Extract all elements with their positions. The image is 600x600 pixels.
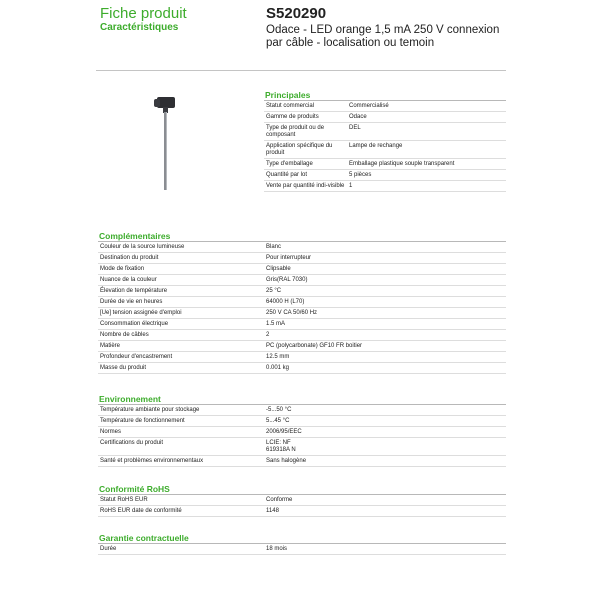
table-row	[98, 456, 506, 467]
section-title: Garantie contractuelle	[98, 533, 506, 544]
row-label: Température de fonctionnement	[100, 418, 185, 424]
row-value: Gris(RAL 7030)	[266, 277, 308, 283]
row-value: DEL	[349, 125, 361, 131]
section-title: Conformité RoHS	[98, 484, 506, 495]
row-label: Destination du produit	[100, 255, 159, 261]
section-title: Principales	[264, 90, 506, 101]
table-row	[98, 286, 506, 297]
table-row	[98, 506, 506, 517]
section-complementaires	[98, 231, 506, 374]
row-label: RoHS EUR date de conformité	[100, 508, 182, 514]
table-row	[98, 297, 506, 308]
table-row	[98, 253, 506, 264]
table-row	[98, 330, 506, 341]
table-row	[264, 181, 506, 192]
product-reference: S520290	[266, 5, 327, 22]
row-value: Lampe de rechange	[349, 143, 403, 149]
table-row	[98, 308, 506, 319]
table-row	[98, 264, 506, 275]
row-value: 12.5 mm	[266, 354, 290, 360]
table-row	[98, 275, 506, 286]
table-row	[98, 319, 506, 330]
row-label: Température ambiante pour stockage	[100, 407, 200, 413]
row-value: Pour interrupteur	[266, 255, 312, 261]
section-environnement	[98, 394, 506, 467]
row-label: Nuance de la couleur	[100, 277, 157, 283]
row-value: 0.001 kg	[266, 365, 290, 371]
row-label: Application spécifique du produit	[266, 143, 333, 156]
section-principales	[264, 90, 506, 192]
table-row	[98, 405, 506, 416]
table-row	[98, 438, 506, 456]
table-row	[264, 159, 506, 170]
row-value: Clipsable	[266, 266, 291, 272]
product-description: Odace - LED orange 1,5 mA 250 V connexion par câble - localisation ou temoin	[266, 24, 500, 49]
row-value: Commercialisé	[349, 103, 389, 109]
header-divider	[96, 70, 506, 71]
row-value: -5...50 °C	[266, 407, 292, 413]
table-row	[98, 352, 506, 363]
header-right	[266, 5, 516, 50]
row-label: Certifications du produit	[100, 440, 164, 446]
row-label: Normes	[100, 429, 122, 435]
table-row	[264, 170, 506, 181]
row-value: 18 mois	[266, 546, 288, 552]
row-label: Profondeur d'encastrement	[100, 354, 173, 360]
row-label: Couleur de la source lumineuse	[100, 244, 185, 250]
row-value: 1	[349, 183, 353, 189]
document-title: Fiche produit	[100, 5, 187, 22]
table-row	[98, 341, 506, 352]
section-conformite-rohs	[98, 484, 506, 517]
table-row	[98, 242, 506, 253]
row-value: 5...45 °C	[266, 418, 290, 424]
row-label: Durée de vie en heures	[100, 299, 163, 305]
row-label: Santé et problèmes environnementaux	[100, 458, 204, 464]
row-label: Consommation électrique	[100, 321, 169, 327]
table-row	[264, 141, 506, 159]
section-title: Complémentaires	[98, 231, 506, 242]
row-value: Conforme	[266, 497, 293, 503]
row-value: LCIE: NF 619318A N	[266, 440, 296, 453]
row-label: Durée	[100, 546, 117, 552]
section-title: Environnement	[98, 394, 506, 405]
row-label: Type de produit ou de composant	[266, 125, 325, 138]
row-label: Vente par quantité indi-visible	[266, 183, 345, 189]
row-value: Emballage plastique souple transparent	[349, 161, 455, 167]
row-value: 2	[266, 332, 270, 338]
row-value: Odace	[349, 114, 367, 120]
row-value: 25 °C	[266, 288, 282, 294]
row-value: 2006/95/EEC	[266, 429, 302, 435]
row-value: 1148	[266, 508, 279, 514]
row-value: Blanc	[266, 244, 282, 250]
table-row	[264, 112, 506, 123]
row-value: PC (polycarbonate) GF10 FR boitier	[266, 343, 363, 349]
table-row	[98, 495, 506, 506]
table-row	[98, 363, 506, 374]
row-label: Type d'emballage	[266, 161, 313, 167]
header-left	[100, 5, 250, 34]
table-row	[264, 101, 506, 112]
section-garantie	[98, 533, 506, 555]
row-value: 64000 H (L70)	[266, 299, 305, 305]
row-value: 5 pièces	[349, 172, 372, 178]
row-label: Masse du produit	[100, 365, 147, 371]
row-label: Quantité par lot	[266, 172, 308, 178]
row-value: Sans halogène	[266, 458, 307, 464]
row-label: [Ue] tension assignée d'emploi	[100, 310, 182, 316]
row-label: Statut commercial	[266, 103, 315, 109]
table-row	[98, 427, 506, 438]
row-label: Nombre de câbles	[100, 332, 149, 338]
table-row	[98, 416, 506, 427]
row-label: Mode de fixation	[100, 266, 145, 272]
table-row	[98, 544, 506, 555]
row-label: Matière	[100, 343, 121, 349]
row-label: Gamme de produits	[266, 114, 319, 120]
document-subtitle: Caractéristiques	[100, 22, 179, 33]
table-row	[264, 123, 506, 141]
row-value: 1.5 mA	[266, 321, 286, 327]
row-label: Élevation de température	[100, 288, 168, 294]
row-label: Statut RoHS EUR	[100, 497, 148, 503]
row-value: 250 V CA 50/60 Hz	[266, 310, 318, 316]
product-image	[150, 95, 180, 195]
